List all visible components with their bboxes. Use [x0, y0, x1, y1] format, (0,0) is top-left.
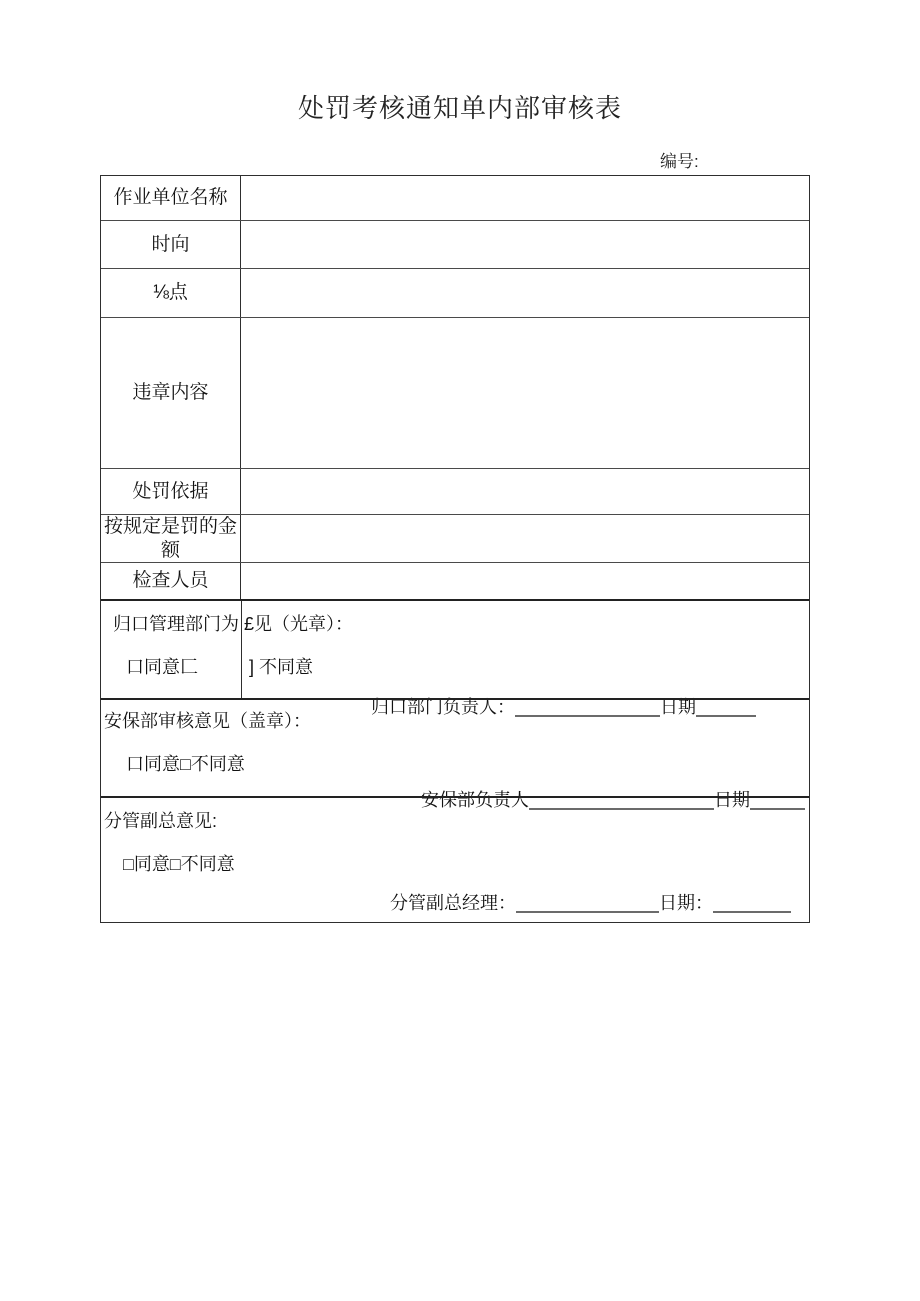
- table-row-inspectors: [101, 562, 809, 599]
- row-value-violation-content[interactable]: [241, 318, 809, 468]
- column-divider-line: [241, 601, 242, 698]
- deputy-gm-date-blank[interactable]: [713, 897, 791, 913]
- row-label-unit-name: 作业单位名称: [101, 176, 241, 220]
- section-deputy-gm: [101, 796, 809, 922]
- dept-review-agree-option[interactable]: 口同意匚: [126, 657, 198, 677]
- doc-number-label: 编号:: [660, 152, 699, 171]
- section-dept-review: [101, 599, 809, 717]
- row-value-punishment-basis[interactable]: [241, 469, 809, 514]
- dept-review-opinion-text: £见（光章）：: [244, 614, 354, 634]
- security-review-options[interactable]: 口同意□不同意: [126, 754, 245, 774]
- table-row-time: [101, 220, 809, 268]
- security-review-title: 安保部审核意见（盖章）：: [104, 711, 311, 731]
- table-row-fine-amount: [101, 514, 809, 562]
- dept-review-disagree-option[interactable]: ] 不同意: [249, 657, 314, 677]
- deputy-gm-title: 分管副总意见:: [104, 811, 218, 831]
- row-label-time: 时向: [101, 221, 241, 268]
- row-label-fine-amount: 按规定是罚的金额: [101, 515, 241, 562]
- table-row-punishment-basis: [101, 468, 809, 514]
- review-form-table: [100, 175, 810, 923]
- dept-review-clipped-date-label: 日期: [660, 697, 696, 717]
- table-row-violation-content: [101, 317, 809, 468]
- row-label-punishment-basis: 处罚依据: [101, 469, 241, 514]
- page-title: 处罚考核通知单内部审核表: [297, 94, 622, 124]
- row-value-location[interactable]: [241, 269, 809, 317]
- deputy-gm-signer-label: 分管副总经理：: [390, 893, 516, 913]
- table-row-unit-name: [101, 176, 809, 220]
- row-value-fine-amount[interactable]: [241, 515, 809, 562]
- deputy-gm-signature-line: [390, 889, 791, 915]
- deputy-gm-options[interactable]: □同意□不同意: [123, 854, 235, 874]
- deputy-gm-date-label: 日期：: [659, 893, 713, 913]
- row-label-inspectors: 检查人员: [101, 563, 241, 599]
- dept-review-clipped-signer-label: 归口部门负责人：: [371, 697, 515, 717]
- row-value-inspectors[interactable]: [241, 563, 809, 599]
- security-review-clipped-date-label: 日期: [714, 790, 750, 810]
- deputy-gm-signer-blank[interactable]: [516, 897, 659, 913]
- table-row-location: [101, 268, 809, 317]
- row-label-violation-content: 违章内容: [101, 318, 241, 468]
- security-review-clipped-signer-label: 安保部负责人: [421, 790, 529, 810]
- section-security-review: [101, 698, 809, 810]
- row-label-location: ⅛点: [101, 269, 241, 317]
- row-value-time[interactable]: [241, 221, 809, 268]
- dept-review-left-label: 归口管理部门为: [113, 614, 239, 634]
- row-value-unit-name[interactable]: [241, 176, 809, 220]
